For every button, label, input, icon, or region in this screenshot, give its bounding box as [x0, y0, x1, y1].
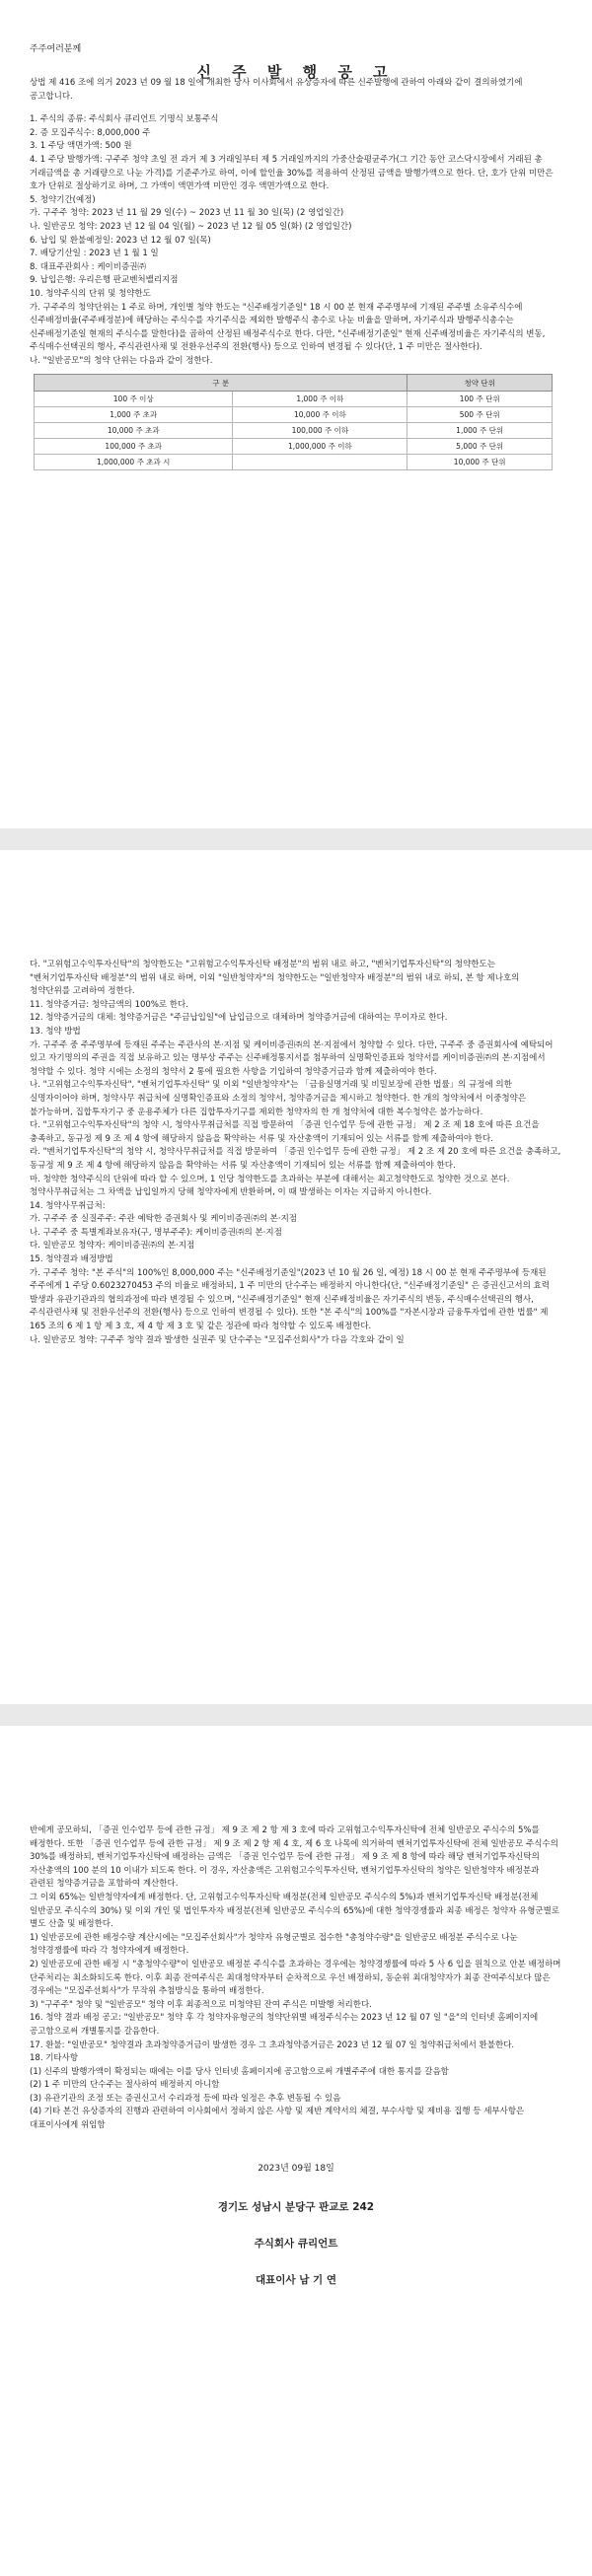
paragraph: 가. 구주주의 청약단위는 1 주로 하며, 개인별 청약 한도는 "신주배정기준일" 18 시 00 분 현재 주주명부에 기재된 주주별 소유주식수에 신주배정비율(주주배정분)에 해당하는 주식수를 자기주식을 제외한 발행주식 총수로 나눈 비율을 말하며, 자기주식과 발행주식총수는 신주배정기준일 현재의 주식수를 말한다)을 곱하여 산정된 배정주식수로 한다. 다만, "신주배정기준일" 현재 신주배정비율은 자기주식의 변동, 주식매수선택권의 행사, 주식관련사채 및 전환우선주의 전환(행사) 등으로 인하여 변경될 수 있다(단, 1 주 미만은 절사한다).: [30, 302, 546, 353]
paragraph: 10. 청약주식의 단위 및 청약한도: [30, 288, 151, 299]
paragraph: 17. 환불: "일반공모" 청약결과 초과청약증거금이 발생한 경우 그 초과청약증거금은 2023 년 12 월 07 일 청약취급처에서 환불한다.: [30, 2039, 515, 2050]
paragraph: 2. 증 모집주식수: 8,000,000 주: [30, 127, 151, 138]
paragraph: 16. 청약 결과 배정 공고: "일반공모" 청약 후 각 청약자유형군의 청약단위별 배정주식수는 2023 년 12 월 07 일 "을"의 인터넷 홈페이지에 공고함으로써 개별통지를 갈음한다.: [30, 2013, 539, 2037]
page-3-body: [30, 1825, 562, 2287]
paragraph: 상법 제 416 조에 의거 2023 년 09 월 18 일에 개최한 당사 이사회에서 유상증자에 따른 신주발행에 관하여 아래와 같이 결의하였기에 공고합니다.: [30, 78, 523, 102]
table-row: [35, 392, 553, 407]
paragraph: (2) 1 주 미만의 단수주는 절사하여 배정하지 아니함: [30, 2080, 220, 2091]
paragraph: 다. "고위험고수익투자신탁"의 청약 시, 청약사무취급처를 직접 방문하여 「증권 인수업무 등에 관한 규정」 제 2 조 제 18 호에 따른 요건을 충족하고, 동규정 제 9 조 제 4 항에 해당하지 않음을 확약하는 서류 및 자산총액이 기재되어 있는 서류를 함께 제출하여야 한다.: [30, 1120, 540, 1144]
table-cell-unit: 500 주 단위: [407, 407, 553, 423]
document-page-1: [0, 0, 592, 828]
paragraph: 14. 청약사무취급처:: [30, 1200, 106, 1211]
document-page-3: [0, 1726, 592, 2576]
paragraph: 가. 구주주 청약: 2023 년 11 월 29 일(수) ~ 2023 년 11 월 30 일(목) (2 영업일간): [30, 208, 344, 219]
paragraph: 마. 청약한 청약주식의 단위에 따라 할 수 있으며, 1 인당 청약한도를 초과하는 부분에 대해서는 최고청약한도로 청약한 것으로 본다. 청약사무취급처는 그 차액을 납입일까지 당해 청약자에게 반환하며, 이 때 발생하는 이자는 지급하지 아니한다.: [30, 1174, 510, 1198]
table-cell-lower: 100 주 이상: [35, 392, 233, 407]
paragraph: 18. 기타사항: [30, 2053, 79, 2064]
paragraph: 나. "고위험고수익투자신탁", "벤처기업투자신탁" 및 이외 "일반청약자"는 「금융실명거래 및 비밀보장에 관한 법률」의 규정에 의한 실명자이어야 하며, 청약사무 취급처에 실명확인증표와 소정의 청약서, 청약증거금을 제시하고 청약한다. 한 개의 청약처에서 이중청약은 불가능하며, 집합투자기구 중 운용주체가 다른 집합투자기구를 제외한 청약자의 한 개 청약처에 대한 복수청약은 불가능하다.: [30, 1080, 527, 1117]
table-cell-unit: 100 주 단위: [407, 392, 553, 407]
paragraph: 그 이외 65%는 일반청약자에게 배정한다. 단, 고위험고수익투자신탁 배정분(전체 일반공모 주식수의 5%)과 벤처기업투자신탁 배정분(전체 일반공모 주식수의 30%) 및 이외 개인 및 법인투자자 배정분(전체 일반공모 주식수의 65%)에 대한 청약경쟁률과 최종 배정은 청약자 유형군별로 별도 산출 및 배정한다.: [30, 1892, 560, 1930]
paragraph: 7. 배당기산일 : 2023 년 1 월 1 일: [30, 249, 159, 259]
table-cell-upper: 1,000 주 이하: [233, 392, 407, 407]
document-page-2: [0, 850, 592, 1704]
document-title: 신 주 발 행 공 고: [196, 63, 396, 81]
paragraph: 5. 청약기간(예정): [30, 194, 96, 205]
paragraph: 가. 구주주 청약: "본 주식"의 100%인 8,000,000 주는 "신주배정기준일"(2023 년 10 월 26 일, 예정) 18 시 00 분 현재 주주명부에 등재된 주주에게 1 주당 0.6023270453 주의 비율로 배정하되, 1 주 미만의 단수주는 배정하지 아니한다(단, "신주배정기준일" 은 증권신고서의 효력 발생과 유관기관과의 협의과정에 따라 변경될 수 있으며, "신주배정기준일" 현재 신주배정비율은 자기주식의 변동, 주식매수선택권의 행사, 주식관련사채 및 전환우선주의 전환(행사) 등으로 인하여 변경될 수 있다). 또한 "본 주식"의 100%를 "자본시장과 금융투자업에 관한 법률" 제 165 조의 6 제 1 항 제 3 호, 제 4 항 제 3 호 및 같은 정관에 따라 청약할 수 있도록 배정한다.: [30, 1267, 550, 1332]
paragraph: 6. 납입 및 환불예정일: 2023 년 12 월 07 일(목): [30, 235, 211, 246]
paragraph: 11. 청약증거금: 청약금액의 100%로 한다.: [30, 999, 188, 1010]
page-2-body: [30, 959, 562, 1347]
table-cell-upper: [233, 455, 407, 470]
paragraph: 가. 구주주 중 주주명부에 등재된 주주는 주관사의 본·지점 및 케이비증권㈜의 본·지점에서 청약할 수 있다. 다만, 구주주 중 증권회사에 예탁되어 있고 자기명의의 주권을 직접 보유하고 있는 명부상 주주는 신주배정통지서를 첨부하여 실명확인증표와 청약서를 케이비증권㈜의 본·지점에서 청약할 수 있다. 청약 시에는 소정의 청약서 2 통에 필요한 사항을 기입하여 청약증거금과 함께 제출하여야 한다.: [30, 1039, 554, 1077]
paragraph: 8. 대표주관회사 : 케이비증권㈜: [30, 261, 146, 272]
table-cell-upper: 100,000 주 이하: [233, 423, 407, 439]
paragraph: 나. 일반공모 청약: 2023 년 12 월 04 일(월) ~ 2023 년 12 월 05 일(화) (2 영업일간): [30, 221, 352, 232]
paragraph: 4. 1 주당 발행가액: 구주주 청약 초일 전 과거 제 3 거래일부터 제 5 거래일까지의 가중산술평균주가(그 기간 동안 코스닥시장에서 거래된 총 거래금액을 총 거래량으로 나눈 가격)를 기준주가로 하여, 이에 할인율 30%를 적용하여 산정된 금액을 발행가액으로 한다. 단, 호가 단위 미만은 호가 단위로 절상하기로 하며, 그 가액이 액면가액 미만인 경우 액면가액으로 한다.: [30, 154, 554, 192]
company-address: 경기도 성남시 분당구 판교로 242: [217, 2200, 375, 2213]
table-cell-lower: 1,000 주 초과: [35, 407, 233, 423]
paragraph: (1) 신주의 발행가액이 확정되는 때에는 이를 당사 인터넷 홈페이지에 공고함으로써 개별주주에 대한 통지를 갈음함: [30, 2066, 449, 2077]
paragraph: 15. 청약결과 배정방법: [30, 1254, 113, 1265]
paragraph: 3) "구주주" 청약 및 "일반공모" 청약 이후 최종적으로 미청약된 잔여 주식은 미발행 처리한다.: [30, 1999, 372, 2010]
paragraph: 다. 일반공모 청약자: 케이비증권㈜의 본·지점: [30, 1241, 195, 1252]
table-row: [35, 455, 553, 470]
table-row: [35, 423, 553, 439]
notice-date: 2023년 09월 18일: [258, 2163, 334, 2174]
paragraph: (4) 기타 본건 유상증자의 진행과 관련하여 이사회에서 정하지 않은 사항 및 제반 계약서의 체결, 부수사항 및 제비용 집행 등 세부사항은 대표이사에게 위임함: [30, 2107, 525, 2131]
paragraph: 12. 청약증거금의 대체: 청약증거금은 "주금납입일"에 납입금으로 대체하며 청약증거금에 대하여는 무이자로 한다.: [30, 1013, 448, 1024]
table-cell-unit: 1,000 주 단위: [407, 423, 553, 439]
paragraph: 2) 일반공모에 관한 배정 시 "총청약수량"이 일반공모 배정분 주식수를 초과하는 경우에는 청약경쟁률에 따라 5 사 6 입을 원칙으로 안분 배정하며 단주처리는 최소화되도록 한다. 이후 최종 잔여주식은 최대청약자부터 순차적으로 우선 배정하되, 동순위 최대청약자가 최종 잔여주식보다 많은 경우에는 "모집주선회사"가 무작위 추첨방식을 통하여 배정한다.: [30, 1959, 561, 1997]
paragraph: 가. 구주주 중 실질주주: 주관 예탁한 증권회사 및 케이비증권㈜의 본·지점: [30, 1214, 297, 1225]
table-cell-unit: 5,000 주 단위: [407, 439, 553, 455]
ceo-name: 대표이사 남 기 연: [256, 2273, 336, 2286]
paragraph: 반에게 공모하되, 「증권 인수업무 등에 관한 규정」 제 9 조 제 2 항 제 3 호에 따라 고위험고수익투자신탁에 전체 일반공모 주식수의 5%를 배정한다. 또한 「증권 인수업무 등에 관한 규정」 제 9 조 제 2 항 제 4 호, 제 6 호 나목에 의거하여 벤처기업투자신탁에 전체 일반공모 주식수의 30%를 배정하되, 벤처기업투자신탁에 배정하는 금액은 「증권 인수업무 등에 관한 규정」 제 9 조 제 8 항에 따라 해당 벤처기업투자신탁의 자산총액의 100 분의 10 이내가 되도록 한다. 이 경우, 자산총액은 고위험고수익투자신탁, 벤처기업투자신탁의 청약은 일반청약자 배정분과 관련된 청약증거금을 포함하여 계산한다.: [30, 1825, 558, 1890]
table-row: [35, 439, 553, 455]
paragraph: 13. 청약 방법: [30, 1026, 81, 1037]
paragraph: 1) 일반공모에 관한 배정수량 계산시에는 "모집주선회사"가 청약자 유형군별로 접수한 "총청약수량"을 일반공모 배정분 주식수로 나눈 청약경쟁률에 따라 각 청약자에게 배정한다.: [30, 1932, 518, 1957]
table-cell-upper: 1,000,000 주 이하: [233, 439, 407, 455]
table-header-category: 구 분: [35, 375, 407, 392]
table-header-unit: 청약 단위: [407, 375, 553, 392]
spacer: [30, 104, 562, 113]
paragraph: 나. 구주주 중 특별계좌보유자(구, 명부주주): 케이비증권㈜의 본·지점: [30, 1227, 282, 1238]
paragraph: (3) 유관기관의 조정 또는 증권신고서 수리과정 등에 따라 일정은 추후 변동될 수 있음: [30, 2093, 341, 2104]
table-row: [35, 407, 553, 423]
addressee-label: 주주여러분께: [30, 44, 82, 54]
paragraph: 라. "벤처기업투자신탁"의 청약 시, 청약사무취급처를 직접 방문하여 「증권 인수업무 등에 관한 규정」 제 2 조 제 20 호에 따른 요건을 충족하고, 동규정 제 9 조 제 4 항에 해당하지 않음을 확약하는 서류 및 자산총액이 기재되어 있는 서류를 함께 제출하여야 한다.: [30, 1147, 561, 1171]
table-cell-lower: 100,000 주 초과: [35, 439, 233, 455]
page-1-body: [30, 77, 562, 470]
paragraph: 1. 주식의 종류: 주식회사 큐리언트 기명식 보통주식: [30, 114, 219, 125]
paragraph: 다. "고위험고수익투자신탁"의 청약한도는 "고위험고수익투자신탁 배정분"의 범위 내로 하고, "벤처기업투자신탁"의 청약한도는 "벤처기업투자신탁 배정분"의 범위 내로 하며, 이외 "일반청약자"의 청약한도는 "일반청약자 배정분"의 범위 내로 하되, 본 항 제나호의 청약단위를 고려하여 정한다.: [30, 960, 520, 997]
paragraph: 9. 납입은행: 우리은행 판교벤처밸리지점: [30, 275, 179, 286]
closing-block: [30, 2161, 562, 2287]
paragraph: 3. 1 주당 액면가액: 500 원: [30, 141, 132, 152]
paragraph: 나. "일반공모"의 청약 단위는 다음과 같이 정한다.: [30, 355, 213, 366]
table-cell-lower: 1,000,000 주 초과 시: [35, 455, 233, 470]
subscription-unit-table: [34, 374, 553, 470]
table-cell-unit: 10,000 주 단위: [407, 455, 553, 470]
table-header-row: [35, 375, 553, 392]
paragraph: 나. 일반공모 청약: 구주주 청약 결과 발생한 실권주 및 단수주는 "모집주선회사"가 다음 각호와 같이 일: [30, 1334, 405, 1345]
table-cell-upper: 10,000 주 이하: [233, 407, 407, 423]
company-name: 주식회사 큐리언트: [254, 2237, 338, 2250]
table-cell-lower: 10,000 주 초과: [35, 423, 233, 439]
